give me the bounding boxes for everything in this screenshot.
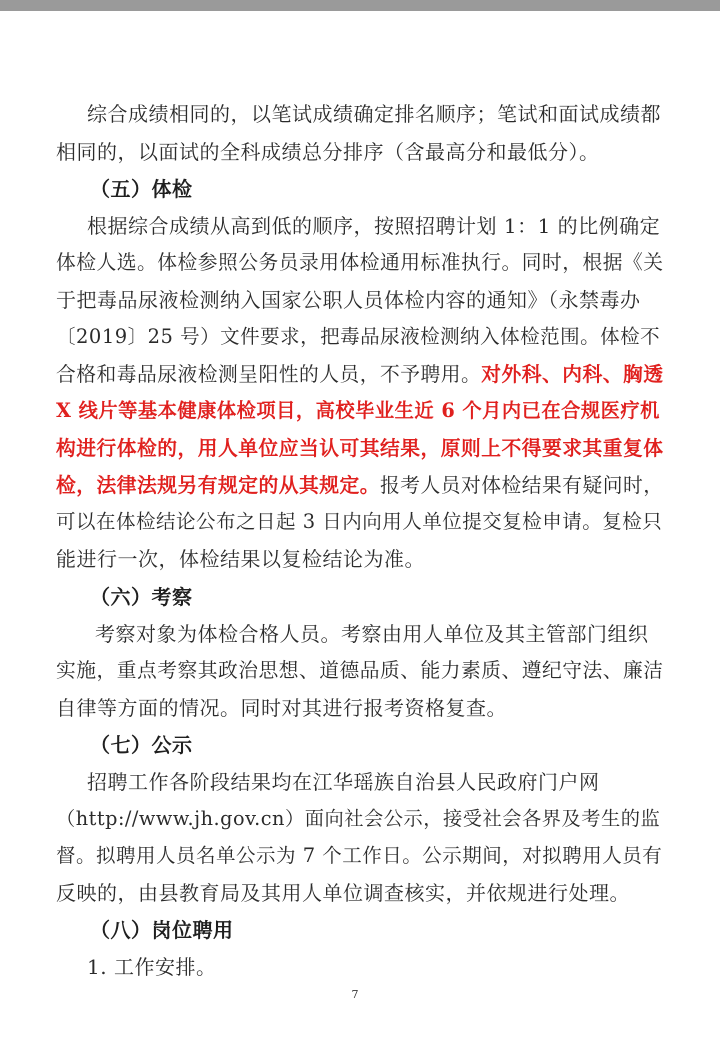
paragraph-line: 能进行一次，体检结果以复检结论为准。 [56,547,425,571]
paragraph-line: 于把毒品尿液检测纳入国家公职人员体检内容的通知》（永禁毒办 [56,288,641,312]
paragraph-line: 反映的，由县教育局及其用人单位调查核实，并依规进行处理。 [56,881,630,905]
paragraph-line: 综合成绩相同的，以笔试成绩确定排名顺序；笔试和面试成绩都 [87,102,661,126]
paragraph-line [56,433,664,463]
paragraph-line: 督。拟聘用人员名单公示为 7 个工作日。公示期间，对拟聘用人员有 [56,844,663,867]
section-heading-physical-exam: （五）体检 [90,177,193,201]
paragraph-line: 考察对象为体检合格人员。考察由用人单位及其主管部门组织 [95,622,649,646]
section-heading-publicity: （七）公示 [90,733,193,757]
top-status-bar [0,0,720,11]
section-heading-investigation: （六）考察 [90,585,193,609]
paragraph-line: 检，法律法规另有规定的从其规定。报考人员对体检结果有疑问时， [56,473,664,497]
paragraph-line: 招聘工作各阶段结果均在江华瑶族自治县人民政府门户网 [87,770,600,794]
paragraph-line: 体检人选。体检参照公务员录用体检通用标准执行。同时，根据《关 [56,251,664,274]
paragraph-line: 可以在体检结论公布之日起 3 日内向用人单位提交复检申请。复检只 [56,510,663,533]
page-number: 7 [351,988,359,1001]
highlighted-text: X 线片等基本健康体检项目，高校毕业生近 6 个月内已在合规医疗机 [56,399,660,422]
highlighted-text: 对外科、内科、胸透 [481,362,664,386]
paragraph-line: 〔2019〕25 号）文件要求，把毒品尿液检测纳入体检范围。体检不 [56,325,661,348]
highlighted-text: 构进行体检的，用人单位应当认可其结果，原则上不得要求其重复体 [56,436,664,460]
paragraph-line: 自律等方面的情况。同时对其进行报考资格复查。 [56,696,507,720]
section-heading-employment: （八）岗位聘用 [90,918,234,942]
paragraph-line: （http://www.jh.gov.cn）面向社会公示，接受社会各界及考生的监 [56,807,661,830]
paragraph-line [56,396,660,426]
paragraph-line: 根据综合成绩从高到低的顺序，按照招聘计划 1：1 的比例确定 [87,214,661,238]
paragraph-line: 相同的，以面试的全科成绩总分排序（含最高分和最低分）。 [56,140,600,164]
paragraph-line: 实施，重点考察其政治思想、道德品质、能力素质、遵纪守法、廉洁 [56,659,664,682]
paragraph-line: 合格和毒品尿液检测呈阳性的人员，不予聘用。对外科、内科、胸透 [56,362,664,386]
highlighted-text: 检，法律法规另有规定的从其规定。 [56,473,381,497]
list-item: 1. 工作安排。 [87,955,217,979]
